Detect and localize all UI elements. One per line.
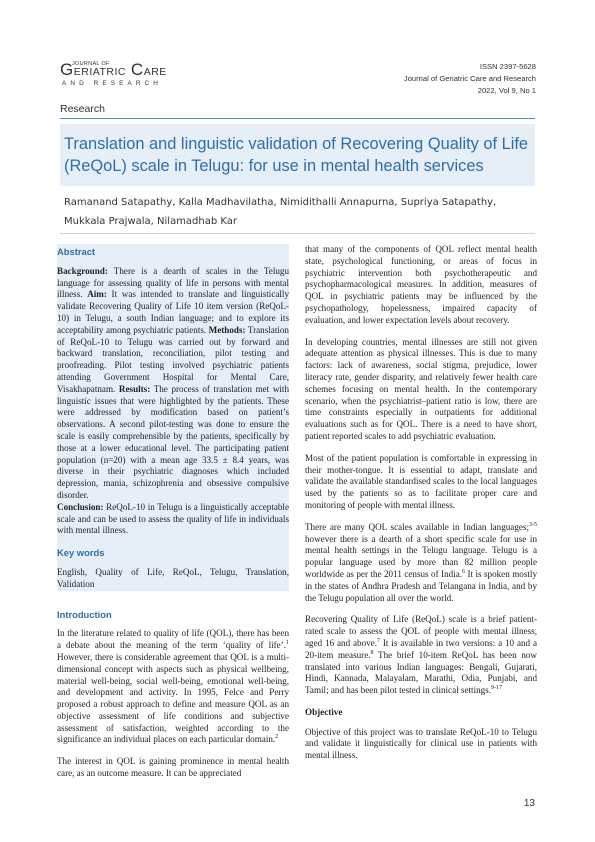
citation-ref: 1 [286,640,289,647]
aim-label: Aim: [87,289,107,300]
intro-p1a: In the literature related to quality of life (QOL), there has been a debate about the meaning of the term ‘quality of life’. [57,628,289,651]
results-label: Results: [118,383,151,394]
volume-info: 2022, Vol 9, No 1 [477,86,536,95]
logo-and-research: AND RESEARCH [62,80,162,87]
journal-name: Journal of Geriatric Care and Research [403,74,536,83]
body-paragraph-2: In developing countries, mental illnesses are still not given adequate attention as physical illnesses. This is due to many factors: lack of awareness, social stigma, prejudice, lower literacy rate, gender disparity, and relatively fewer health care schemes focusing on mental health. In the contemporary scenario, when the psychiatrist–patient ratio is low, there are time constraints especially in outpatients for additional evaluations such as for QOL. There is a need to have short, patient reported scales to add psychiatric evaluation. [305,336,537,441]
issn: ISSN 2397-5628 [479,62,536,71]
objective-heading: Objective [305,706,343,717]
section-label: Research [60,103,105,115]
p5a: Recovering Quality of Life (ReQoL) scale is a brief patient-rated scale to assess the QOL of people with mental illness, aged 16 and above. [305,614,537,648]
keywords-heading: Key words [57,547,105,559]
conclusion-label: Conclusion: [57,501,104,512]
logo-word-eriatric: ERIATRIC [73,66,126,78]
authors-divider [60,233,535,234]
background-text: There is a dearth of scales in the Telugu language for assessing quality of life in persons with mental illness. [57,265,289,300]
methods-text: Translation of ReQoL-10 to Telugu was carried out by forward and backward translation, reconciliation, pilot testing and proofreading. Pilot testing involved psychiatric patients attending Government Hospital for Mental Care, Visakhapatnam. [57,324,289,394]
page-number: 13 [523,798,535,809]
body-paragraph-5 [305,614,537,697]
p5b: It is available in two versions: a 10 and a 20-item measure. [305,637,537,660]
keywords-text: English, Quality of Life, ReQoL, Telugu, Translation, Validation [57,566,289,589]
methods-label: Methods: [208,324,246,335]
body-paragraph-1: that many of the components of QOL reflect mental health state, psychological functioning, or areas of focus in psychiatric intervention both psychotherapeutic and psychopharmacological measures. In addition, measures of QOL in psychiatric patients may be influenced by the psychopathology, hopelessness, impaired capacity of evaluation, and lower expectation levels about recovery. [305,244,537,325]
introduction-heading: Introduction [57,608,112,620]
body-paragraph-3: Most of the patient population is comfortable in expressing in their mother-tongue. It is essential to adapt, translate and validate the available standardised scales to the local languages used by the patients so as to facilitate proper care and monitoring of people with mental illness. [305,452,537,510]
abstract-heading: Abstract [57,246,96,257]
abstract-box [57,244,289,591]
p4c: It is spoken mostly in the states of Andhra Pradesh and Telangana in India, and by the Telugu population all over the world. [305,568,537,603]
intro-paragraph-1 [57,628,289,746]
citation-ref: 8 [370,649,374,656]
logo-word-are: ARE [143,66,167,78]
p4a: There are many QOL scales available in Indian languages; [305,521,529,532]
article-title: Translation and linguistic validation of Recovering Quality of Life (ReQoL) scale in Telugu: for use in mental health services [64,135,529,175]
citation-ref: 2 [275,734,279,741]
abstract-text [57,266,289,537]
conclusion-text: ReQoL-10 in Telugu is a linguistically acceptable scale and can be used to assess the quality of life in individuals with mental illness. [57,501,289,536]
p4b: however there is a dearth of a short specific scale for use in mental health settings in the Telugu language. Telugu is a popular language used by more than 82 million people worldwide as per the 2011 census of India. [305,533,537,579]
p5c: The brief 10-item ReQoL has been now translated into various Indian languages: Bengali, Gujarati, Hindi, Kannada, Malayalam, Marathi, Odia, Punjabi, and Tamil; and has been pilot tested in clinical settings. [305,649,537,696]
results-text: The process of translation met with linguistic issues that were highlighted by the patients. These were addressed by modification based on patient’s observations. A second pilot-testing was done to ensure the scale is easily comprehensible by the patients, specifically by those at a lower educational level. The participating patient population (n=20) with a mean age 33.5 ± 8.4 years, was diverse in their psychiatric diagnoses which included depression, mania, schizophrenia and obsessive compulsive disorder. [57,383,289,500]
journal-info [404,61,536,97]
background-label: Background: [57,265,108,276]
left-column [57,244,289,790]
header-divider [60,118,535,119]
citation-ref: 7 [377,637,380,644]
body-paragraph-4 [305,522,537,605]
author-list: Ramanand Satapathy, Kalla Madhavilatha, Nimidithalli Annapurna, Supriya Satapathy, Mukkala Prajwala, Nilamadhab Kar [64,197,497,227]
citation-ref: 9-17 [491,685,502,692]
aim-text: It was intended to translate and linguistically validate Recovering Quality of Life 10 item version (ReQoL-10) in Telugu, a south Indian language; and to explore its acceptability among psychiatric patients. [57,289,289,335]
logo-letter-c: C [130,60,144,79]
citation-ref: 6 [462,568,466,575]
intro-paragraph-2: The interest in QOL is gaining prominence in mental health care, as an outcome measure. It can be appreciated [57,756,289,779]
logo-letter-g: G [60,60,74,79]
citation-ref: 3-5 [529,521,537,528]
right-column [305,244,537,772]
objective-text: Objective of this project was to translate ReQoL-10 to Telugu and validate it linguistically for clinical use in patients with mental illness. [305,726,537,761]
intro-p1b: However, there is considerable agreement that QOL is a multi-dimensional concept with aspects such as physical wellbeing, material well-being, social well-being, emotional well-being, and development and activity. In 1995, Felce and Perry proposed a robust approach to define and measure QOL as an objective assessment of life conditions and subjective assessment of satisfaction, weighted according to the significance an individual places on each particular domain. [57,651,289,745]
logo-journal-of: JOURNAL OF [72,61,110,67]
